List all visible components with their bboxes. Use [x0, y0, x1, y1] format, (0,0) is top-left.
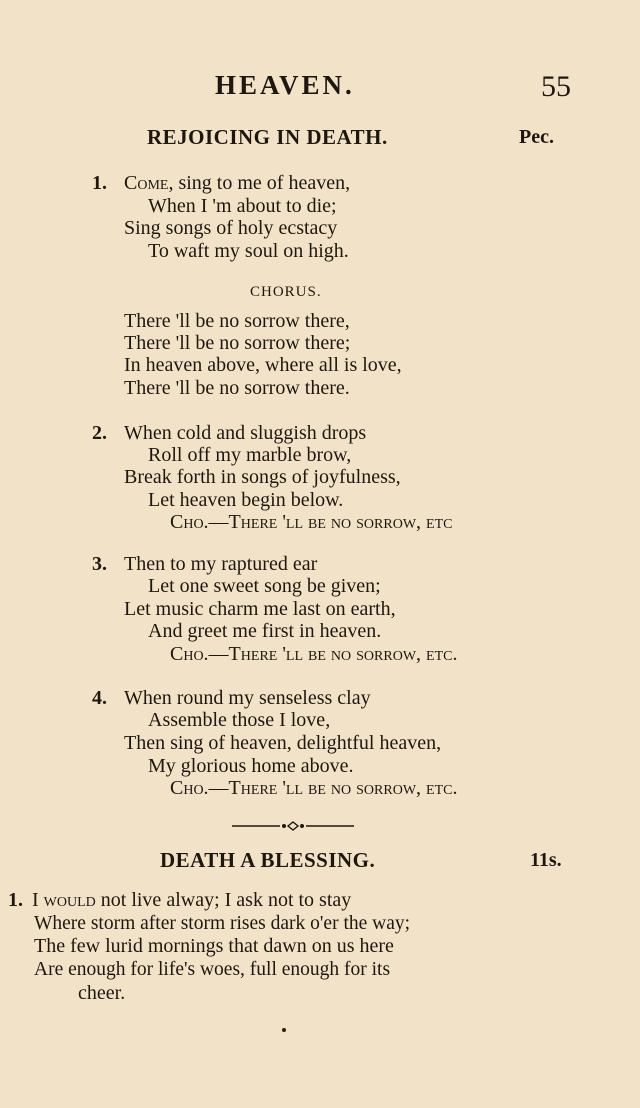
verse-line: Let music charm me last on earth,	[124, 598, 396, 620]
verse-first-word: Come,	[124, 172, 174, 194]
verse-line: Assemble those I love,	[148, 709, 331, 731]
verse-line: My glorious home above.	[148, 755, 354, 777]
verse-line: Let heaven begin below.	[148, 489, 344, 511]
verse-first-word: I would	[32, 889, 96, 911]
verse-line: And greet me first in heaven.	[148, 620, 382, 642]
verse-line: When I 'm about to die;	[148, 195, 337, 217]
verse-number: 1.	[92, 172, 107, 194]
chorus-label: CHORUS.	[250, 284, 322, 300]
verse-line: When round my senseless clay	[124, 687, 371, 709]
print-speck	[282, 1028, 286, 1032]
chorus-line: In heaven above, where all is love,	[124, 354, 402, 376]
chorus-reference: Cho.—There 'll be no sorrow, etc.	[170, 777, 458, 799]
verse-line	[32, 889, 351, 912]
verse-line: Sing songs of holy ecstacy	[124, 217, 338, 239]
verse-line: The few lurid mornings that dawn on us here	[34, 935, 394, 957]
chorus-reference: Cho.—There 'll be no sorrow, etc.	[170, 643, 458, 665]
hymn-title: REJOICING IN DEATH.	[147, 125, 388, 149]
hymn-title: DEATH A BLESSING.	[160, 848, 376, 872]
verse-number: 4.	[92, 687, 107, 709]
verse-line: Break forth in songs of joyfulness,	[124, 466, 401, 488]
verse-line: When cold and sluggish drops	[124, 422, 367, 444]
verse-line	[124, 172, 350, 195]
section-header: HEAVEN.	[215, 70, 355, 100]
verse-line: To waft my soul on high.	[148, 240, 349, 262]
verse-line: Then sing of heaven, delightful heaven,	[124, 732, 442, 754]
verse-line: Roll off my marble brow,	[148, 444, 352, 466]
verse-number: 2.	[92, 422, 107, 444]
verse-line: Then to my raptured ear	[124, 553, 318, 575]
verse-number: 1.	[8, 889, 23, 911]
verse-line: cheer.	[78, 982, 126, 1004]
chorus-line: There 'll be no sorrow there.	[124, 377, 350, 399]
verse-line: Let one sweet song be given;	[148, 575, 381, 597]
verse-line: Are enough for life's woes, full enough for its	[34, 959, 391, 980]
page-number: 55	[541, 70, 571, 103]
chorus-line: There 'll be no sorrow there;	[124, 332, 351, 354]
verse-line: Where storm after storm rises dark o'er the way;	[34, 913, 411, 934]
hymn-meter: Pec.	[519, 126, 554, 148]
chorus-reference: Cho.—There 'll be no sorrow, etc	[170, 511, 453, 533]
chorus-line: There 'll be no sorrow there,	[124, 310, 350, 332]
verse-number: 3.	[92, 553, 107, 575]
ornamental-divider	[232, 818, 354, 834]
hymn-meter: 11s.	[530, 849, 562, 871]
verse-line-rest: not live alway; I ask not to stay	[95, 889, 352, 911]
verse-line-rest: sing to me of heaven,	[173, 172, 351, 194]
